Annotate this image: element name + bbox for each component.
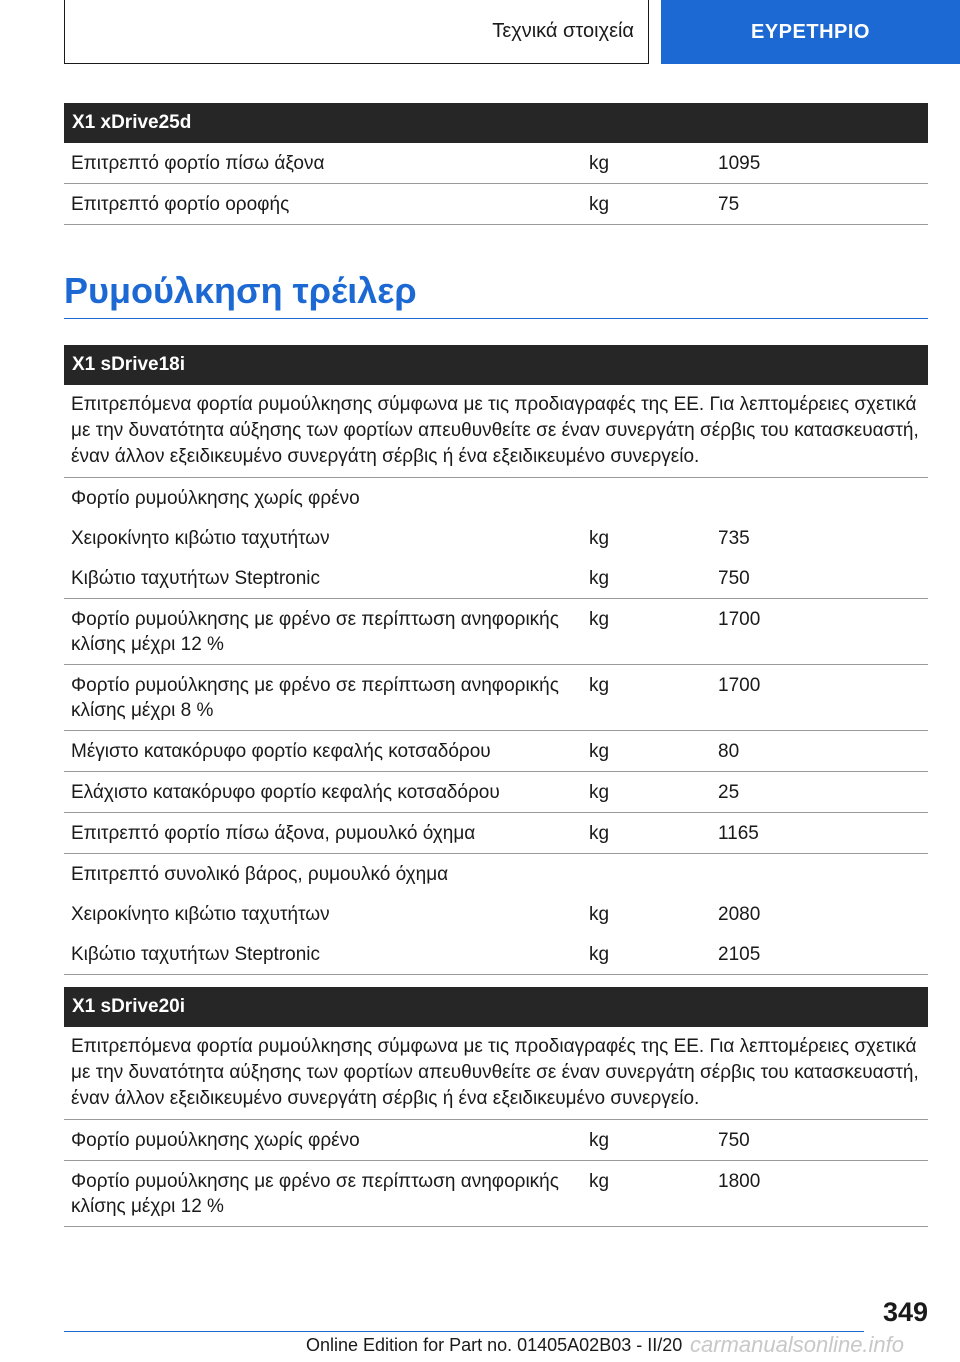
row-value: 1165 xyxy=(718,823,759,844)
table-note: Επιτρεπόμενα φορτία ρυμούλκησης σύμφωνα με τις προδιαγραφές της ΕΕ. Για λεπτομέρειες σχετικά με την δυνατότητα αύξησης των φορτίων απευθυνθείτε σε έναν συνεργάτη σέρβις του κατασκευαστή, έναν άλλον εξειδικευμένο συνεργάτη σέρβις ή ένα εξειδικευμένο συνεργείο. xyxy=(64,1027,928,1120)
group-label-row xyxy=(64,478,928,518)
group-label-row xyxy=(64,854,928,894)
table-row xyxy=(64,143,928,184)
row-unit: kg xyxy=(589,609,610,630)
table-heading: X1 sDrive20i xyxy=(64,987,928,1027)
table-row xyxy=(64,1120,928,1161)
row-value: 750 xyxy=(718,1130,750,1151)
row-value: 1700 xyxy=(718,675,761,696)
row-unit: kg xyxy=(589,904,610,925)
row-label: Κιβώτιο ταχυτήτων Steptronic xyxy=(71,944,321,965)
row-value: 750 xyxy=(718,568,750,589)
row-label: Κιβώτιο ταχυτήτων Steptronic xyxy=(71,568,321,589)
row-label: Επιτρεπτό φορτίο πίσω άξονα, ρυμουλκό όχημα xyxy=(71,823,476,844)
row-label: Χειροκίνητο κιβώτιο ταχυτήτων xyxy=(71,528,330,549)
page-number: 349 xyxy=(882,1297,928,1327)
table-row xyxy=(64,731,928,772)
row-label: Επιτρεπτό φορτίο οροφής xyxy=(71,194,290,215)
edition-text: Online Edition for Part no. 01405A02B03 - II/20 xyxy=(306,1335,683,1355)
row-label: Μέγιστο κατακόρυφο φορτίο κεφαλής κοτσαδόρου xyxy=(71,741,491,762)
row-value: 2080 xyxy=(718,904,761,925)
group-label: Επιτρεπτό συνολικό βάρος, ρυμουλκό όχημα xyxy=(71,864,449,885)
row-label: Φορτίο ρυμούλκησης με φρένο σε περίπτωση ανηφορικής κλίσης μέχρι 8 % xyxy=(71,675,559,721)
table-sdrive20i xyxy=(64,987,928,1227)
row-value: 25 xyxy=(718,782,740,803)
table-note: Επιτρεπόμενα φορτία ρυμούλκησης σύμφωνα με τις προδιαγραφές της ΕΕ. Για λεπτομέρειες σχετικά με την δυνατότητα αύξησης των φορτίων απευθυνθείτε σε έναν συνεργάτη σέρβις του κατασκευαστή, έναν άλλον εξειδικευμένο συνεργάτη σέρβις ή ένα εξειδικευμένο συνεργείο. xyxy=(64,385,928,478)
row-unit: kg xyxy=(589,675,610,696)
row-unit: kg xyxy=(589,823,610,844)
row-unit: kg xyxy=(589,568,610,589)
row-unit: kg xyxy=(589,1171,610,1192)
row-unit: kg xyxy=(589,741,610,762)
table-row xyxy=(64,934,928,975)
row-value: 1700 xyxy=(718,609,761,630)
row-value: 75 xyxy=(718,194,740,215)
table-row xyxy=(64,558,928,599)
row-value: 1800 xyxy=(718,1171,761,1192)
table-row xyxy=(64,599,928,665)
table-row xyxy=(64,665,928,731)
row-label: Φορτίο ρυμούλκησης με φρένο σε περίπτωση ανηφορικής κλίσης μέχρι 12 % xyxy=(71,1171,559,1217)
row-unit: kg xyxy=(589,782,610,803)
row-unit: kg xyxy=(589,153,610,174)
tab-technical-data-label: Τεχνικά στοιχεία xyxy=(492,20,634,42)
tab-technical-data[interactable] xyxy=(64,0,649,64)
table-row xyxy=(64,518,928,558)
table-row xyxy=(64,1161,928,1227)
table-row xyxy=(64,184,928,225)
row-unit: kg xyxy=(589,944,610,965)
row-label: Χειροκίνητο κιβώτιο ταχυτήτων xyxy=(71,904,330,925)
row-value: 1095 xyxy=(718,153,761,174)
table-heading: X1 sDrive18i xyxy=(64,345,928,385)
row-label: Φορτίο ρυμούλκησης με φρένο σε περίπτωση ανηφορικής κλίσης μέχρι 12 % xyxy=(71,609,559,655)
row-label: Επιτρεπτό φορτίο πίσω άξονα xyxy=(71,153,325,174)
table-xdrive25d xyxy=(64,103,928,225)
row-unit: kg xyxy=(589,1130,610,1151)
group-label: Φορτίο ρυμούλκησης χωρίς φρένο xyxy=(71,488,360,509)
table-row xyxy=(64,772,928,813)
row-unit: kg xyxy=(589,194,610,215)
tab-index[interactable] xyxy=(661,0,960,64)
row-unit: kg xyxy=(589,528,610,549)
row-value: 735 xyxy=(718,528,750,549)
row-value: 2105 xyxy=(718,944,761,965)
row-label: Ελάχιστο κατακόρυφο φορτίο κεφαλής κοτσαδόρου xyxy=(71,782,500,803)
watermark: carmanualsonline.info xyxy=(690,1332,905,1357)
row-value: 80 xyxy=(718,741,740,762)
table-row xyxy=(64,813,928,854)
tab-index-label: ΕΥΡΕΤΗΡΙΟ xyxy=(751,20,870,43)
table-heading: X1 xDrive25d xyxy=(64,103,928,143)
row-label: Φορτίο ρυμούλκησης χωρίς φρένο xyxy=(71,1130,360,1151)
table-sdrive18i xyxy=(64,345,928,975)
table-row xyxy=(64,894,928,934)
section-title: Ρυμούλκηση τρέιλερ xyxy=(64,270,928,319)
